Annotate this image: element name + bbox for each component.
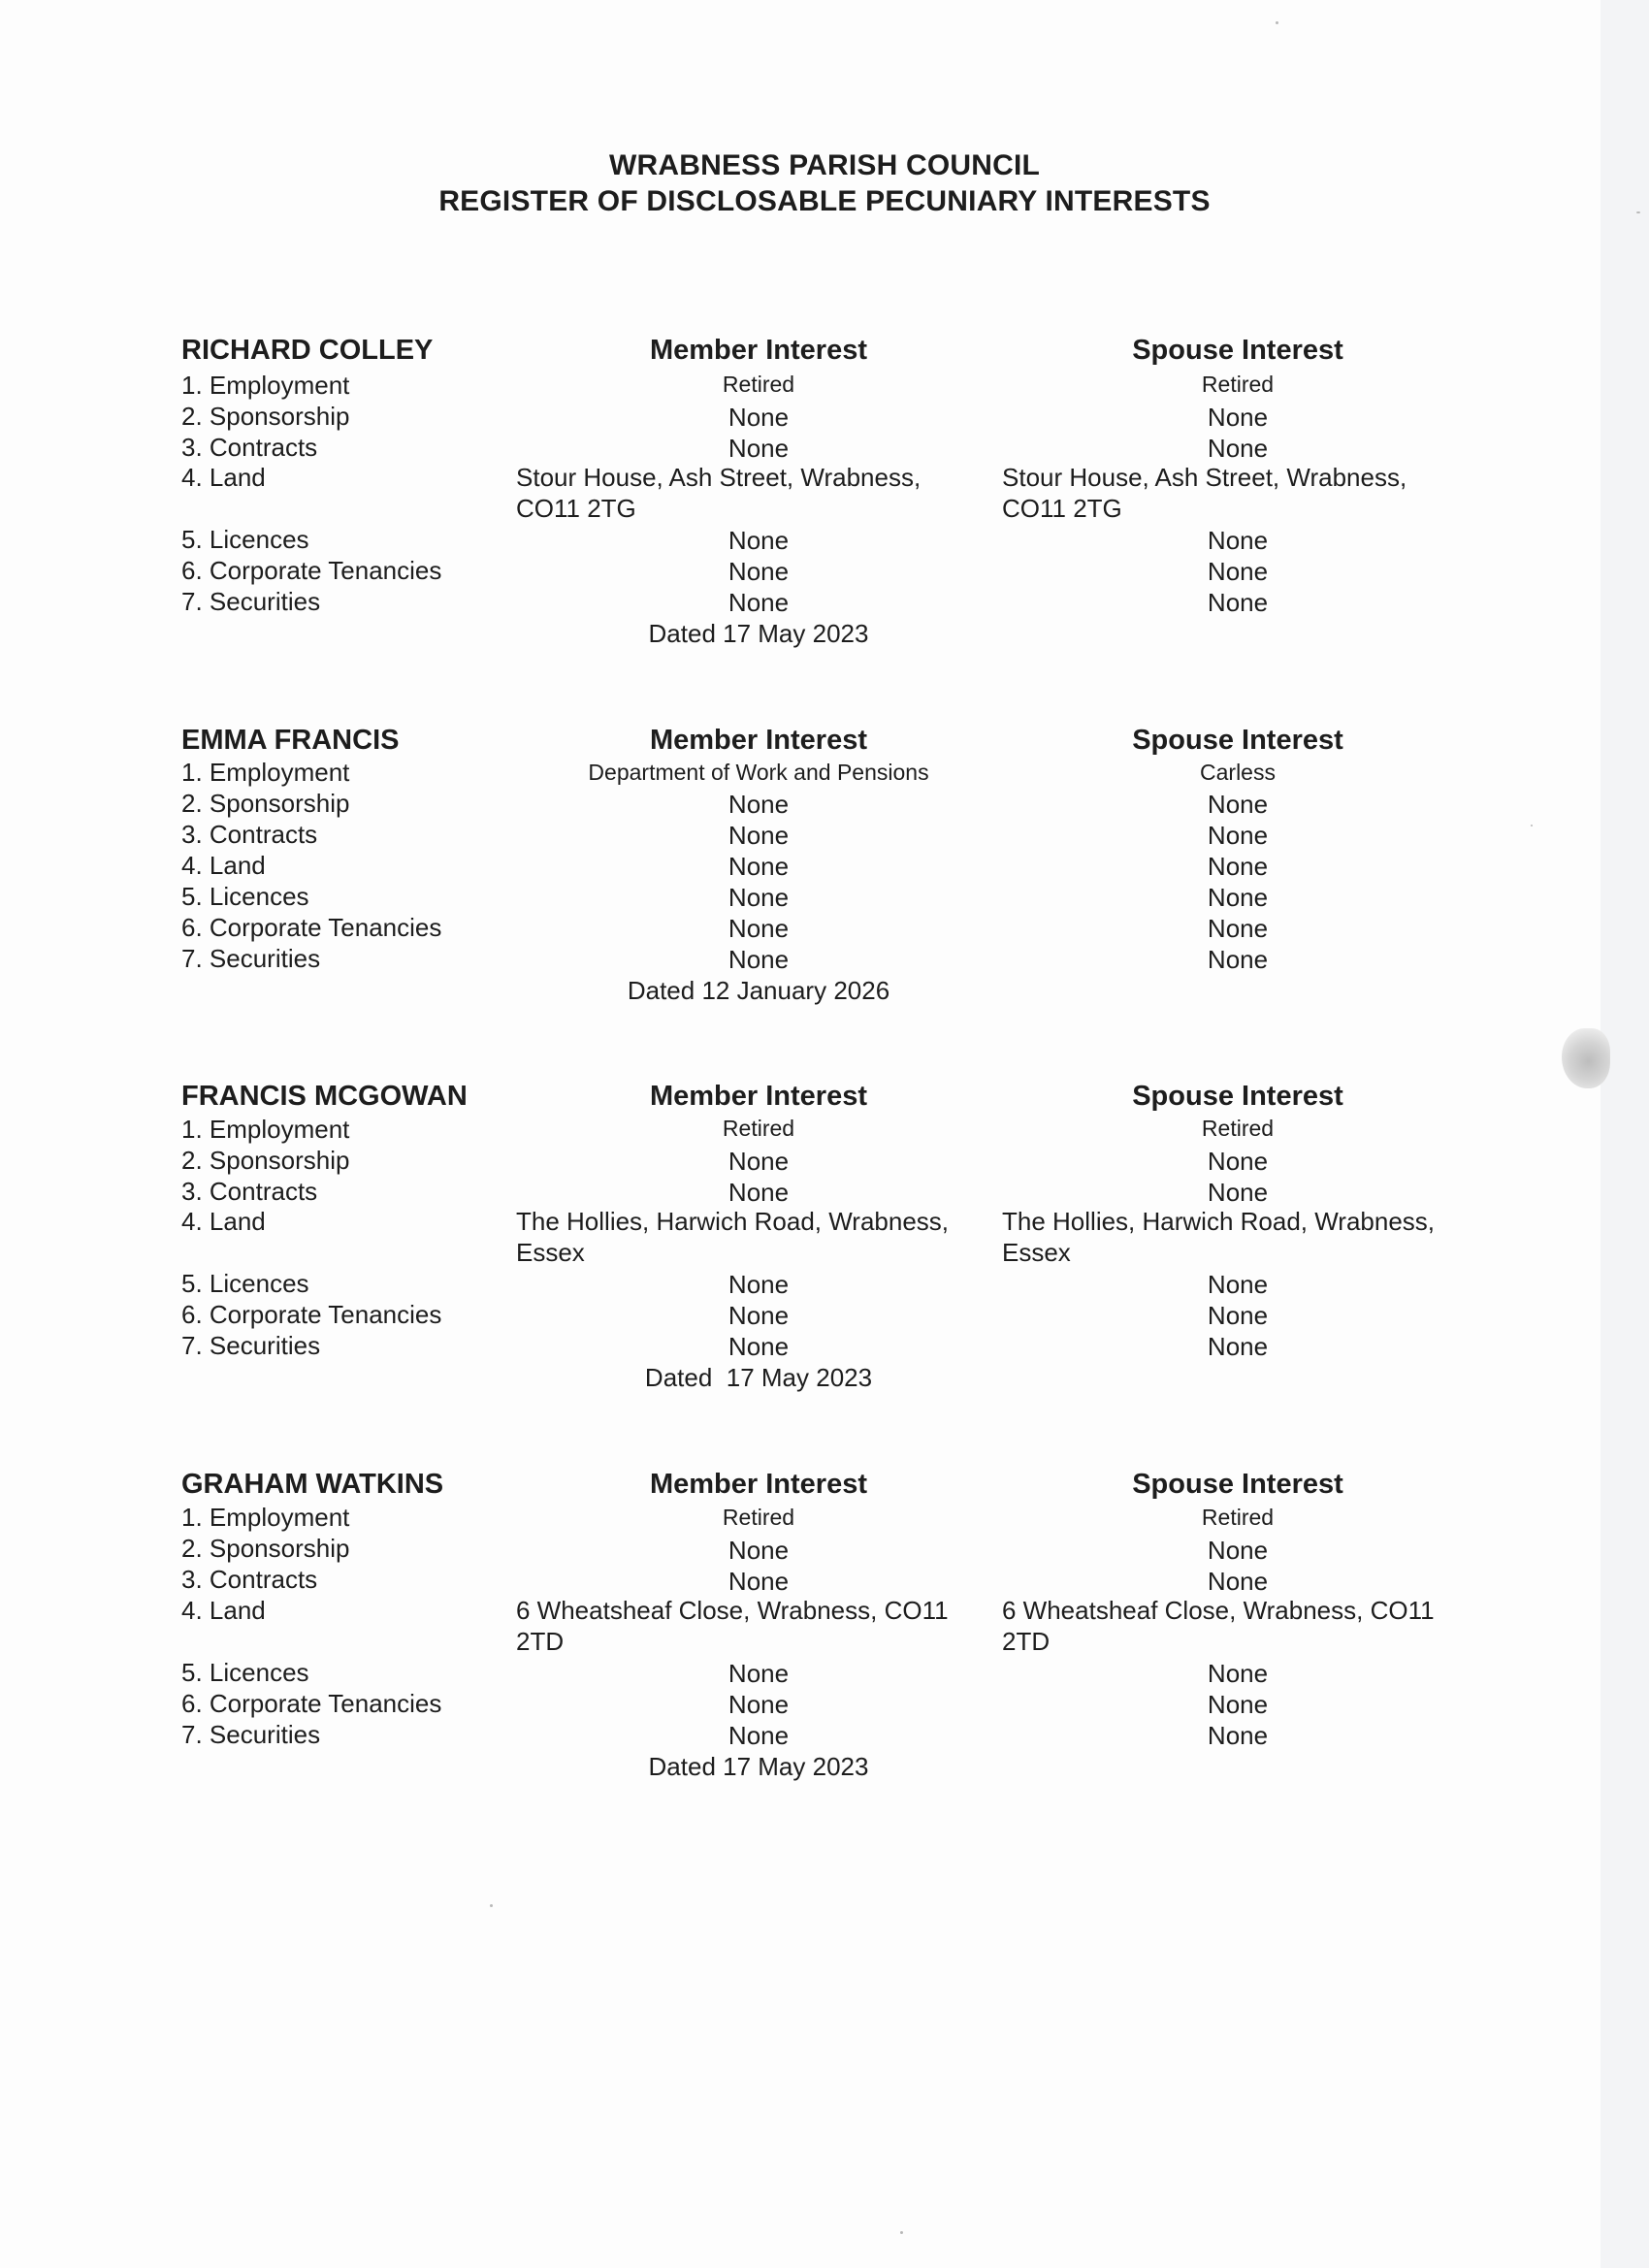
category-label: 5. Licences [181, 525, 309, 554]
member-name: FRANCIS MCGOWAN [181, 1081, 468, 1112]
category-label: 6. Corporate Tenancies [181, 913, 442, 942]
spouse-value: None [1207, 1690, 1269, 1719]
scan-margin [1600, 0, 1649, 2268]
category-label: 4. Land [181, 1207, 266, 1236]
member-value: Retired [722, 1505, 795, 1530]
category-label: 1. Employment [181, 1115, 350, 1144]
member-value: None [728, 790, 790, 819]
spouse-value: None [1207, 1301, 1269, 1330]
member-name: RICHARD COLLEY [181, 335, 434, 366]
member-name: GRAHAM WATKINS [181, 1469, 444, 1500]
member-value: None [728, 1536, 790, 1565]
spouse-value: None [1207, 1536, 1269, 1565]
spouse-value: Retired [1201, 1505, 1275, 1530]
member-value: None [728, 1332, 790, 1361]
member-value: None [728, 403, 790, 432]
member-value: None [728, 1301, 790, 1330]
category-label: 5. Licences [181, 882, 309, 911]
member-value: None [728, 1659, 790, 1688]
member-interest-heading: Member Interest [649, 725, 867, 756]
spouse-value: None [1207, 1147, 1269, 1176]
spouse-interest-heading: Spouse Interest [1132, 1081, 1343, 1112]
spouse-value: Stour House, Ash Street, Wrabness, CO11 2TG [1002, 463, 1407, 523]
member-value: Retired [722, 1116, 795, 1141]
spouse-value: None [1207, 1178, 1269, 1207]
spouse-interest-heading: Spouse Interest [1132, 1469, 1343, 1500]
category-label: 1. Employment [181, 758, 350, 787]
member-value: None [728, 557, 790, 586]
category-label: 6. Corporate Tenancies [181, 556, 442, 585]
member-value: None [728, 588, 790, 617]
document-subtitle: REGISTER OF DISCLOSABLE PECUNIARY INTERESTS [438, 185, 1211, 217]
member-value: Department of Work and Pensions [588, 760, 929, 785]
category-label: 5. Licences [181, 1269, 309, 1298]
spouse-value: Retired [1201, 372, 1275, 397]
category-label: 7. Securities [181, 1720, 321, 1749]
category-label: 6. Corporate Tenancies [181, 1689, 442, 1718]
category-label: 7. Securities [181, 1331, 321, 1360]
spouse-value: None [1207, 434, 1269, 463]
spouse-value: The Hollies, Harwich Road, Wrabness, Essex [1002, 1207, 1436, 1267]
dated-line: Dated 17 May 2023 [648, 619, 869, 648]
member-value: Retired [722, 372, 795, 397]
member-value: None [728, 1690, 790, 1719]
category-label: 7. Securities [181, 944, 321, 973]
member-value: Stour House, Ash Street, Wrabness, CO11 2TG [516, 463, 922, 523]
member-value: None [728, 852, 790, 881]
spouse-value: None [1207, 821, 1269, 850]
member-value: None [728, 821, 790, 850]
category-label: 1. Employment [181, 1503, 350, 1532]
category-label: 3. Contracts [181, 820, 318, 849]
member-value: None [728, 945, 790, 974]
spouse-value: None [1207, 557, 1269, 586]
category-label: 4. Land [181, 1596, 266, 1625]
member-interest-heading: Member Interest [649, 335, 867, 366]
spouse-value: None [1207, 914, 1269, 943]
category-label: 3. Contracts [181, 1565, 318, 1594]
category-label: 7. Securities [181, 587, 321, 616]
spouse-value: 6 Wheatsheaf Close, Wrabness, CO11 2TD [1002, 1596, 1435, 1656]
dated-line: Dated 17 May 2023 [648, 1752, 869, 1781]
category-label: 4. Land [181, 851, 266, 880]
spouse-value: None [1207, 403, 1269, 432]
scan-speck [1276, 21, 1278, 24]
spouse-value: None [1207, 1270, 1269, 1299]
category-label: 1. Employment [181, 371, 350, 400]
spouse-interest-heading: Spouse Interest [1132, 335, 1343, 366]
dated-line: Dated 12 January 2026 [627, 976, 890, 1005]
category-label: 3. Contracts [181, 433, 318, 462]
spouse-interest-heading: Spouse Interest [1132, 725, 1343, 756]
category-label: 6. Corporate Tenancies [181, 1300, 442, 1329]
member-value: None [728, 1178, 790, 1207]
category-label: 2. Sponsorship [181, 789, 350, 818]
spouse-value: None [1207, 1659, 1269, 1688]
member-value: None [728, 914, 790, 943]
member-value: None [728, 1270, 790, 1299]
spouse-value: None [1207, 1332, 1269, 1361]
member-value: None [728, 434, 790, 463]
dated-line: Dated 17 May 2023 [644, 1363, 873, 1392]
scan-speck [900, 2231, 903, 2234]
spouse-value: None [1207, 1567, 1269, 1596]
category-label: 2. Sponsorship [181, 1146, 350, 1175]
spouse-value: Retired [1201, 1116, 1275, 1141]
spouse-value: None [1207, 1721, 1269, 1750]
spouse-value: None [1207, 526, 1269, 555]
member-value: None [728, 1721, 790, 1750]
category-label: 2. Sponsorship [181, 1534, 350, 1563]
scan-blot [1562, 1028, 1610, 1088]
member-value: None [728, 883, 790, 912]
member-value: 6 Wheatsheaf Close, Wrabness, CO11 2TD [516, 1596, 949, 1656]
member-value: The Hollies, Harwich Road, Wrabness, Essex [516, 1207, 950, 1267]
category-label: 5. Licences [181, 1658, 309, 1687]
member-value: None [728, 1567, 790, 1596]
spouse-value: None [1207, 790, 1269, 819]
member-interest-heading: Member Interest [649, 1081, 867, 1112]
spouse-value: None [1207, 945, 1269, 974]
scan-speck [1531, 825, 1533, 826]
spouse-value: None [1207, 588, 1269, 617]
category-label: 4. Land [181, 463, 266, 492]
spouse-value: None [1207, 852, 1269, 881]
member-name: EMMA FRANCIS [181, 725, 400, 756]
spouse-value: None [1207, 883, 1269, 912]
member-value: None [728, 1147, 790, 1176]
scan-speck [490, 1904, 493, 1907]
category-label: 2. Sponsorship [181, 402, 350, 431]
category-label: 3. Contracts [181, 1177, 318, 1206]
member-value: None [728, 526, 790, 555]
spouse-value: Carless [1200, 760, 1276, 785]
member-interest-heading: Member Interest [649, 1469, 867, 1500]
document-title: WRABNESS PARISH COUNCIL [608, 149, 1041, 181]
